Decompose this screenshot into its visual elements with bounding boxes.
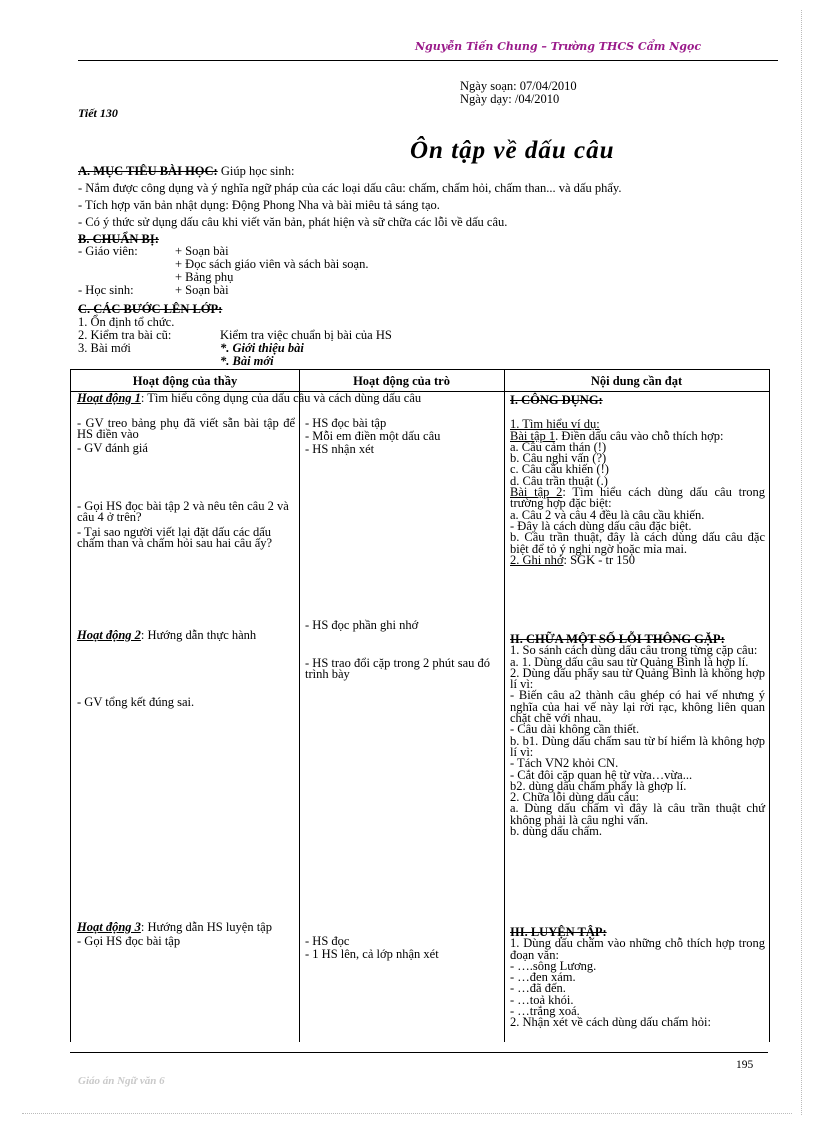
student-step: - HS đọc phần ghi nhớ <box>305 618 419 632</box>
activity-2-label: Hoạt động 2 <box>77 628 141 642</box>
teacher-step: - Gọi HS đọc bài tập 2 và nêu tên câu 2 và câu 4 ở trên? <box>77 499 289 525</box>
content-line: - ….sông Lương. <box>510 958 597 973</box>
objectives-intro: Giúp học sinh: <box>220 164 295 178</box>
student-label: - Học sinh: <box>78 283 134 297</box>
step-3-intro: *. Giới thiệu bài <box>220 341 304 355</box>
exercise-1-label: Bài tập 1 <box>510 428 556 443</box>
content-line: 2. Chữa lỗi dùng dấu câu: <box>510 790 639 805</box>
header-teacher: Hoạt động của thầy <box>132 374 238 388</box>
teacher-item: + Soạn bài <box>175 244 229 258</box>
memo-line <box>510 552 765 567</box>
memo-text: : SGK - tr 150 <box>563 552 636 567</box>
header-student: Hoạt động của trò <box>353 374 450 388</box>
date-taught: Ngày dạy: /04/2010 <box>460 92 560 106</box>
footer-divider <box>70 1052 768 1053</box>
teacher-step: - GV đánh giá <box>77 441 148 455</box>
objectives-heading: A. MỤC TIÊU BÀI HỌC: <box>78 164 218 178</box>
preparation-heading: B. CHUẨN BỊ: <box>78 232 159 246</box>
exercise-1-text: . Điền dấu câu vào chỗ thích hợp: <box>555 428 724 443</box>
answer-line: a. Câu cảm thán (!) <box>510 439 607 454</box>
table-header-row <box>71 370 769 392</box>
student-step: - HS đọc <box>305 934 350 948</box>
content-line: - …đen xám. <box>510 970 576 985</box>
answer-line: c. Câu cầu khiến (!) <box>510 462 609 477</box>
exercise-2 <box>510 487 765 510</box>
step-3-label: 3. Bài mới <box>78 341 131 355</box>
page-title: Ôn tập về dấu câu <box>410 137 615 164</box>
answer-line: d. Câu trần thuật (.) <box>510 473 608 488</box>
objectives-heading-line <box>78 165 294 178</box>
content-line: - …toả khói. <box>510 992 574 1007</box>
activity-1 <box>77 393 497 404</box>
activity-3-text: : Hướng dẫn HS luyện tập <box>140 920 272 934</box>
step-2-text: Kiểm tra việc chuẩn bị bài của HS <box>220 328 392 342</box>
content-line: - …trắng xoá. <box>510 1004 580 1019</box>
column-divider <box>299 370 300 1042</box>
activity-2-text: : Hướng dẫn thực hành <box>140 628 257 642</box>
header-content: Nội dung cần đạt <box>590 374 683 388</box>
steps-heading: C. CÁC BƯỚC LÊN LỚP: <box>78 302 223 316</box>
student-item: + Soạn bài <box>175 283 229 297</box>
teacher-step: - GV treo bảng phụ đã viết sẵn bài tập để HS điền vào <box>77 416 295 442</box>
content-line: a. Dùng dấu chấm vì đây là câu trần thuật chứ không phải là câu nghi vấn. <box>510 801 765 827</box>
header-divider <box>78 60 778 61</box>
page-border-bottom <box>22 1113 792 1114</box>
content-line: - Tách VN2 khỏi CN. <box>510 756 619 771</box>
teacher-step: - Tại sao người viết lại đặt dấu các dấu chấm than và chấm hỏi sau hai câu ấy? <box>77 525 273 551</box>
content-line: 2. Dùng dấu phẩy sau từ Quảng Bình là không hợp lí vì: <box>510 665 765 692</box>
student-step: - HS trao đổi cặp trong 2 phút sau đó trình bày <box>305 656 491 682</box>
activity-3-label: Hoạt động 3 <box>77 920 141 934</box>
section-uses: I. CÔNG DỤNG: <box>510 393 603 407</box>
content-line: 1. So sánh cách dùng dấu câu trong từng cặp câu: <box>510 643 758 658</box>
objective-item: - Nắm được công dụng và ý nghĩa ngữ pháp của các loại dấu câu: chấm, chấm hỏi, chấm than... và dấu phẩy. <box>78 181 622 195</box>
content-line: - Câu dài không cần thiết. <box>510 722 640 737</box>
dates-block <box>460 80 577 106</box>
objective-item: - Tích hợp văn bản nhật dụng: Động Phong Nha và bài miêu tả sáng tạo. <box>78 198 440 212</box>
content-line: - Biến câu a2 thành câu ghép có hai vế nhưng ý nghĩa của hai vế này lại rời rạc, không liên quan chặt chẽ với nhau. <box>510 688 765 726</box>
header-author: Nguyễn Tiến Chung – Trường THCS Cẩm Ngọc <box>415 40 702 53</box>
column-divider <box>504 370 505 1042</box>
content-line: b2. dùng dấu chấm phẩy là ghợp lí. <box>510 778 687 793</box>
section-errors: II. CHỮA MỘT SỐ LỖI THÔNG GẶP: <box>510 632 725 646</box>
objective-item: - Có ý thức sử dụng dấu câu khi viết văn bản, phát hiện và sữ chữa các lỗi về dấu câu. <box>78 215 508 229</box>
activity-1-text: : Tìm hiểu công dụng của dấu câu và cách dùng dấu câu <box>140 391 422 405</box>
step-1: 1. Ổn định tổ chức. <box>78 315 175 329</box>
answer-line: - Đây là cách dùng dấu câu đặc biệt. <box>510 518 692 533</box>
activity-1-label: Hoạt động 1 <box>77 391 141 405</box>
exercise-2-text: : Tìm hiểu cách dùng dấu câu trong trường hợp đặc biệt: <box>510 485 765 511</box>
lesson-table <box>70 369 770 1042</box>
teacher-label: - Giáo viên: <box>78 244 138 258</box>
student-step: - Mỗi em điền một dấu câu <box>305 429 441 443</box>
answer-line: b. Câu trần thuật, đây là cách dùng dấu câu đặc biệt để tỏ ý nghi ngờ hoặc mỉa mai. <box>510 530 765 556</box>
content-part-2 <box>510 634 765 837</box>
answer-line: b. Câu nghi vấn (?) <box>510 451 607 466</box>
student-step: - HS nhận xét <box>305 442 375 456</box>
teacher-item: + Bảng phụ <box>175 270 234 284</box>
content-line: b. dùng dấu chấm. <box>510 824 602 839</box>
content-line: a. 1. Dùng dấu câu sau từ Quảng Bình là hợp lí. <box>510 654 749 669</box>
step-2-label: 2. Kiểm tra bài cũ: <box>78 328 172 342</box>
student-step: - 1 HS lên, cả lớp nhận xét <box>305 947 439 961</box>
step-3-new-lesson: *. Bài mới <box>220 354 274 368</box>
content-part-3 <box>510 927 765 1029</box>
example-heading: 1. Tìm hiểu ví dụ: <box>510 417 600 432</box>
activity-2 <box>77 630 337 641</box>
student-step: - HS đọc bài tập <box>305 416 387 430</box>
teacher-item: + Đọc sách giáo viên và sách bài soạn. <box>175 257 369 271</box>
footer-note: Giáo án Ngữ văn 6 <box>78 1075 165 1087</box>
page-number: 195 <box>736 1059 754 1071</box>
section-practice: III. LUYỆN TẬP: <box>510 925 607 939</box>
exercise-2-label: Bài tập 2 <box>510 485 563 500</box>
content-line: 1. Dùng dấu chấm vào những chỗ thích hợp trong đoạn văn: <box>510 936 765 962</box>
answer-line: a. Câu 2 và câu 4 đều là câu cầu khiến. <box>510 507 705 522</box>
lesson-number: Tiết 130 <box>78 106 118 120</box>
page-border-right <box>801 10 802 1115</box>
content-line: - Cắt đôi cặp quan hệ từ vừa…vừa... <box>510 767 693 782</box>
activity-3 <box>77 922 337 933</box>
teacher-step: - Gọi HS đọc bài tập <box>77 934 181 948</box>
content-line: 2. Nhận xét về cách dùng dấu chấm hỏi: <box>510 1015 711 1030</box>
teacher-step: - GV tổng kết đúng sai. <box>77 695 195 709</box>
date-prepared: Ngày soạn: 07/04/2010 <box>460 79 577 93</box>
content-line: b. b1. Dùng dấu chấm sau từ bí hiểm là không hợp lí vì: <box>510 733 765 759</box>
content-line: - …đã đến. <box>510 981 566 996</box>
memo-label: 2. Ghi nhớ <box>510 552 564 567</box>
content-part-1 <box>510 395 765 566</box>
